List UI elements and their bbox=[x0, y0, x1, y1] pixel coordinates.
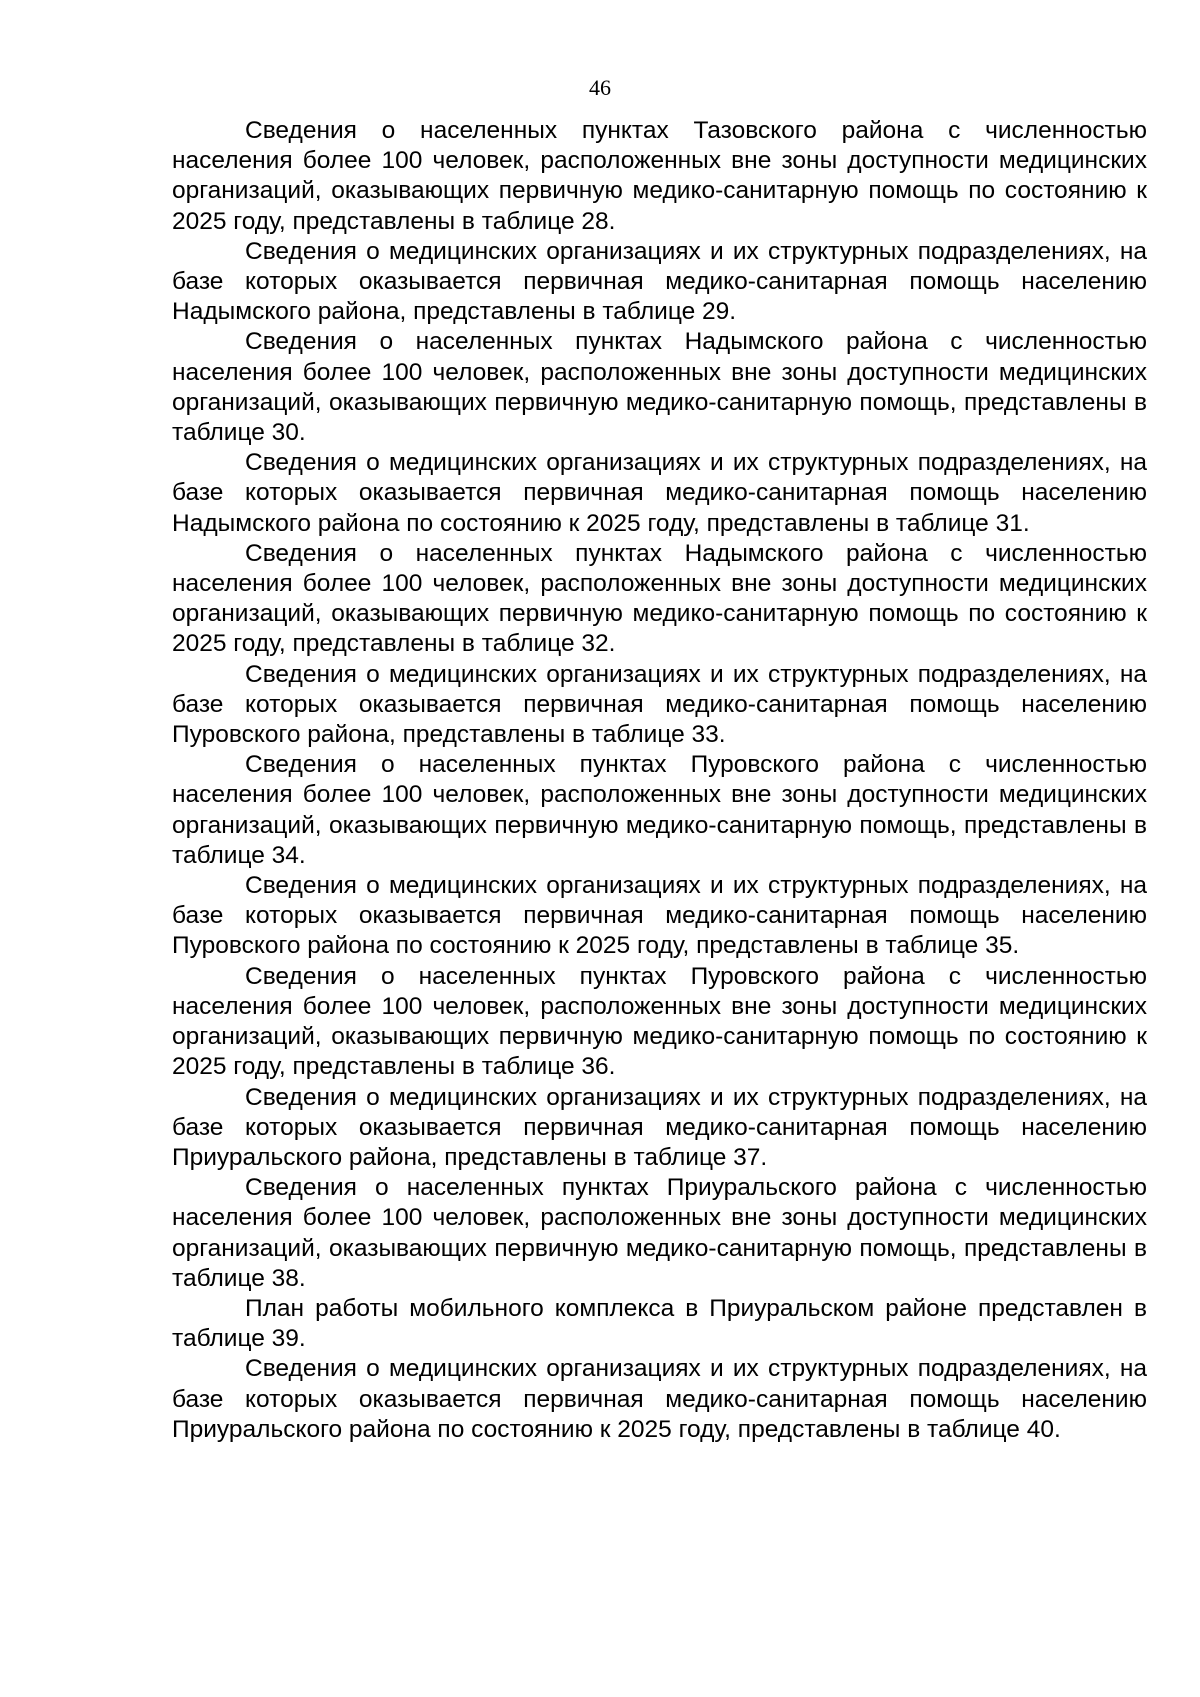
page-number: 46 bbox=[589, 75, 611, 100]
document-body bbox=[172, 116, 1147, 1445]
paragraph: Сведения о населенных пунктах Надымского района с численностью населения более 100 человек, расположенных вне зоны доступности медицинских организаций, оказывающих первичную медико-санитарную помощь по состоянию к 2025 году, представлены в таблице 32. bbox=[172, 539, 1147, 658]
paragraph: Сведения о населенных пунктах Тазовского района с численностью населения более 100 человек, расположенных вне зоны доступности медицинских организаций, оказывающих первичную медико-санитарную помощь по состоянию к 2025 году, представлены в таблице 28. bbox=[172, 117, 1147, 235]
paragraph: Сведения о населенных пунктах Пуровского района с численностью населения более 100 человек, расположенных вне зоны доступности медицинских организаций, оказывающих первичную медико-санитарную помощь по состоянию к 2025 году, представлены в таблице 36. bbox=[172, 962, 1147, 1081]
paragraph: Сведения о медицинских организациях и их структурных подразделениях, на базе которых оказывается первичная медико-санитарная помощь населению Пуровского района по состоянию к 2025 году, представлены в таблице 35. bbox=[172, 872, 1147, 960]
paragraph: Сведения о медицинских организациях и их структурных подразделениях, на базе которых оказывается первичная медико-санитарная помощь населению Приуральского района, представлены в таблице 37. bbox=[172, 1083, 1147, 1171]
paragraph: План работы мобильного комплекса в Приуральском районе представлен в таблице 39. bbox=[172, 1294, 1147, 1353]
paragraph: Сведения о медицинских организациях и их структурных подразделениях, на базе которых оказывается первичная медико-санитарная помощь населению Надымского района по состоянию к 2025 году, представлены в таблице 31. bbox=[172, 449, 1147, 537]
paragraph: Сведения о медицинских организациях и их структурных подразделениях, на базе которых оказывается первичная медико-санитарная помощь населению Надымского района, представлены в таблице 29. bbox=[172, 237, 1147, 326]
paragraph: Сведения о населенных пунктах Пуровского района с численностью населения более 100 человек, расположенных вне зоны доступности медицинских организаций, оказывающих первичную медико-санитарную помощь, представлены в таблице 34. bbox=[172, 751, 1147, 869]
paragraph: Сведения о медицинских организациях и их структурных подразделениях, на базе которых оказывается первичная медико-санитарная помощь населению Приуральского района по состоянию к 2025 году, представлены в таблице 40. bbox=[172, 1355, 1147, 1443]
paragraph: Сведения о населенных пунктах Надымского района с численностью населения более 100 человек, расположенных вне зоны доступности медицинских организаций, оказывающих первичную медико-санитарную помощь, представлены в таблице 30. bbox=[172, 328, 1147, 447]
paragraph: Сведения о населенных пунктах Приуральского района с численностью населения более 100 человек, расположенных вне зоны доступности медицинских организаций, оказывающих первичную медико-санитарную помощь, представлены в таблице 38. bbox=[172, 1174, 1147, 1292]
paragraph: Сведения о медицинских организациях и их структурных подразделениях, на базе которых оказывается первичная медико-санитарная помощь населению Пуровского района, представлены в таблице 33. bbox=[172, 660, 1147, 749]
